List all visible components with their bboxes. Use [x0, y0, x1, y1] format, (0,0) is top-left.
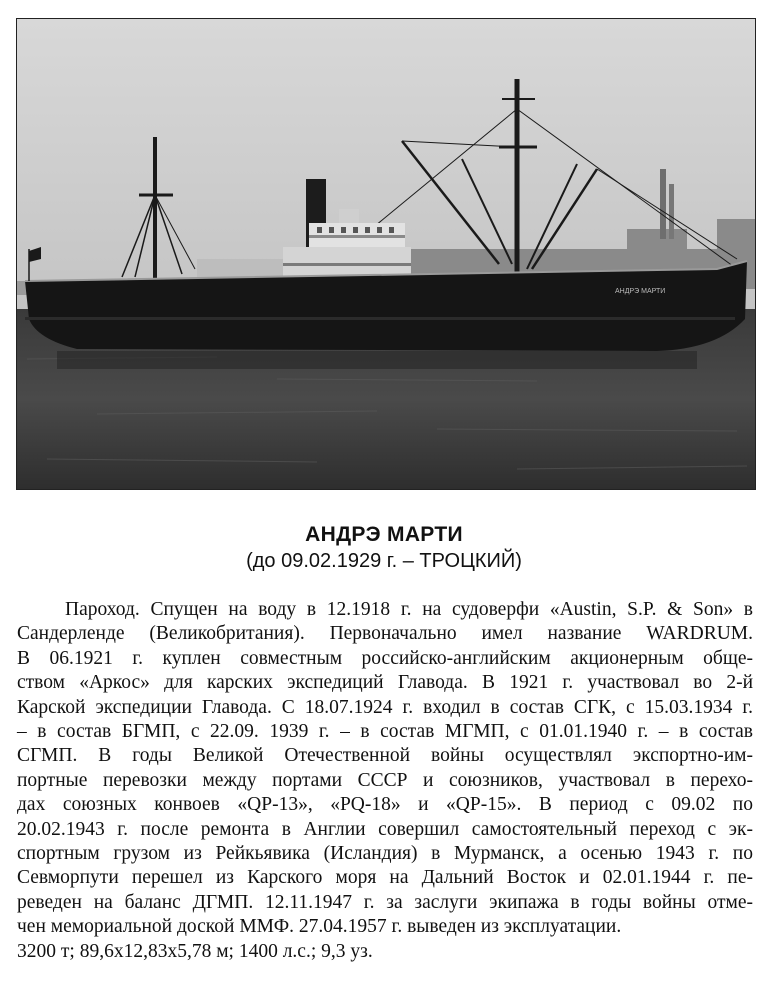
text-line: Севморпути перешел из Карского моря на Дальний Восток и 02.01.1944 г. пе- — [17, 867, 753, 889]
ship-specs-line: 3200 т; 89,6х12,83х5,78 м; 1400 л.с.; 9,3 уз. — [17, 940, 373, 962]
ship-name-heading: АНДРЭ МАРТИ — [305, 523, 463, 546]
text-line: Пароход. Спущен на воду в 12.1918 г. на судоверфи «Austin, S.P. & Son» в — [65, 599, 753, 620]
ship-photo — [16, 18, 756, 490]
text-line: Сандерленде (Великобритания). Первоначально имел название WARDRUM. — [17, 623, 753, 645]
text-line: ством «Аркос» для карских экспедиций Главода. В 1921 г. участвовал во 2-й — [17, 672, 753, 694]
steamship-illustration — [17, 19, 755, 489]
text-line: дах союзных конвоев «QP-13», «PQ-18» и «QP-15». В период с 09.02 по — [17, 794, 753, 816]
text-line: Карской экспедиции Главода. С 18.07.1924 г. входил в состав СГК, с 15.03.1934 г. — [17, 696, 753, 718]
text-line: чен мемориальной доской ММФ. 27.04.1957 г. выведен из эксплуатации. — [17, 916, 622, 938]
text-line: В 06.1921 г. куплен совместным российско-английским акционерным обще- — [17, 647, 753, 669]
text-line: спортным грузом из Рейкьявика (Исландия) в Мурманск, а осенью 1943 г. по — [17, 843, 753, 865]
text-line: портные перевозки между портами СССР и союзников, участвовал в перехо- — [17, 769, 753, 791]
text-line: 20.02.1943 г. после ремонта в Англии совершил самостоятельный переход с эк- — [17, 818, 753, 840]
text-line: СГМП. В годы Великой Отечественной войны осуществлял экспортно-им- — [17, 745, 753, 767]
text-line: – в состав БГМП, с 22.09. 1939 г. – в состав МГМП, с 01.01.1940 г. – в состав — [17, 721, 753, 743]
text-line: реведен на баланс ДГМП. 12.11.1947 г. за заслуги экипажа в годы войны отме- — [17, 891, 753, 913]
former-name-subheading: (до 09.02.1929 г. – ТРОЦКИЙ) — [246, 550, 522, 572]
hull-name-lettering: АНДРЭ МАРТИ — [615, 288, 666, 295]
ship-history-text — [17, 598, 753, 964]
